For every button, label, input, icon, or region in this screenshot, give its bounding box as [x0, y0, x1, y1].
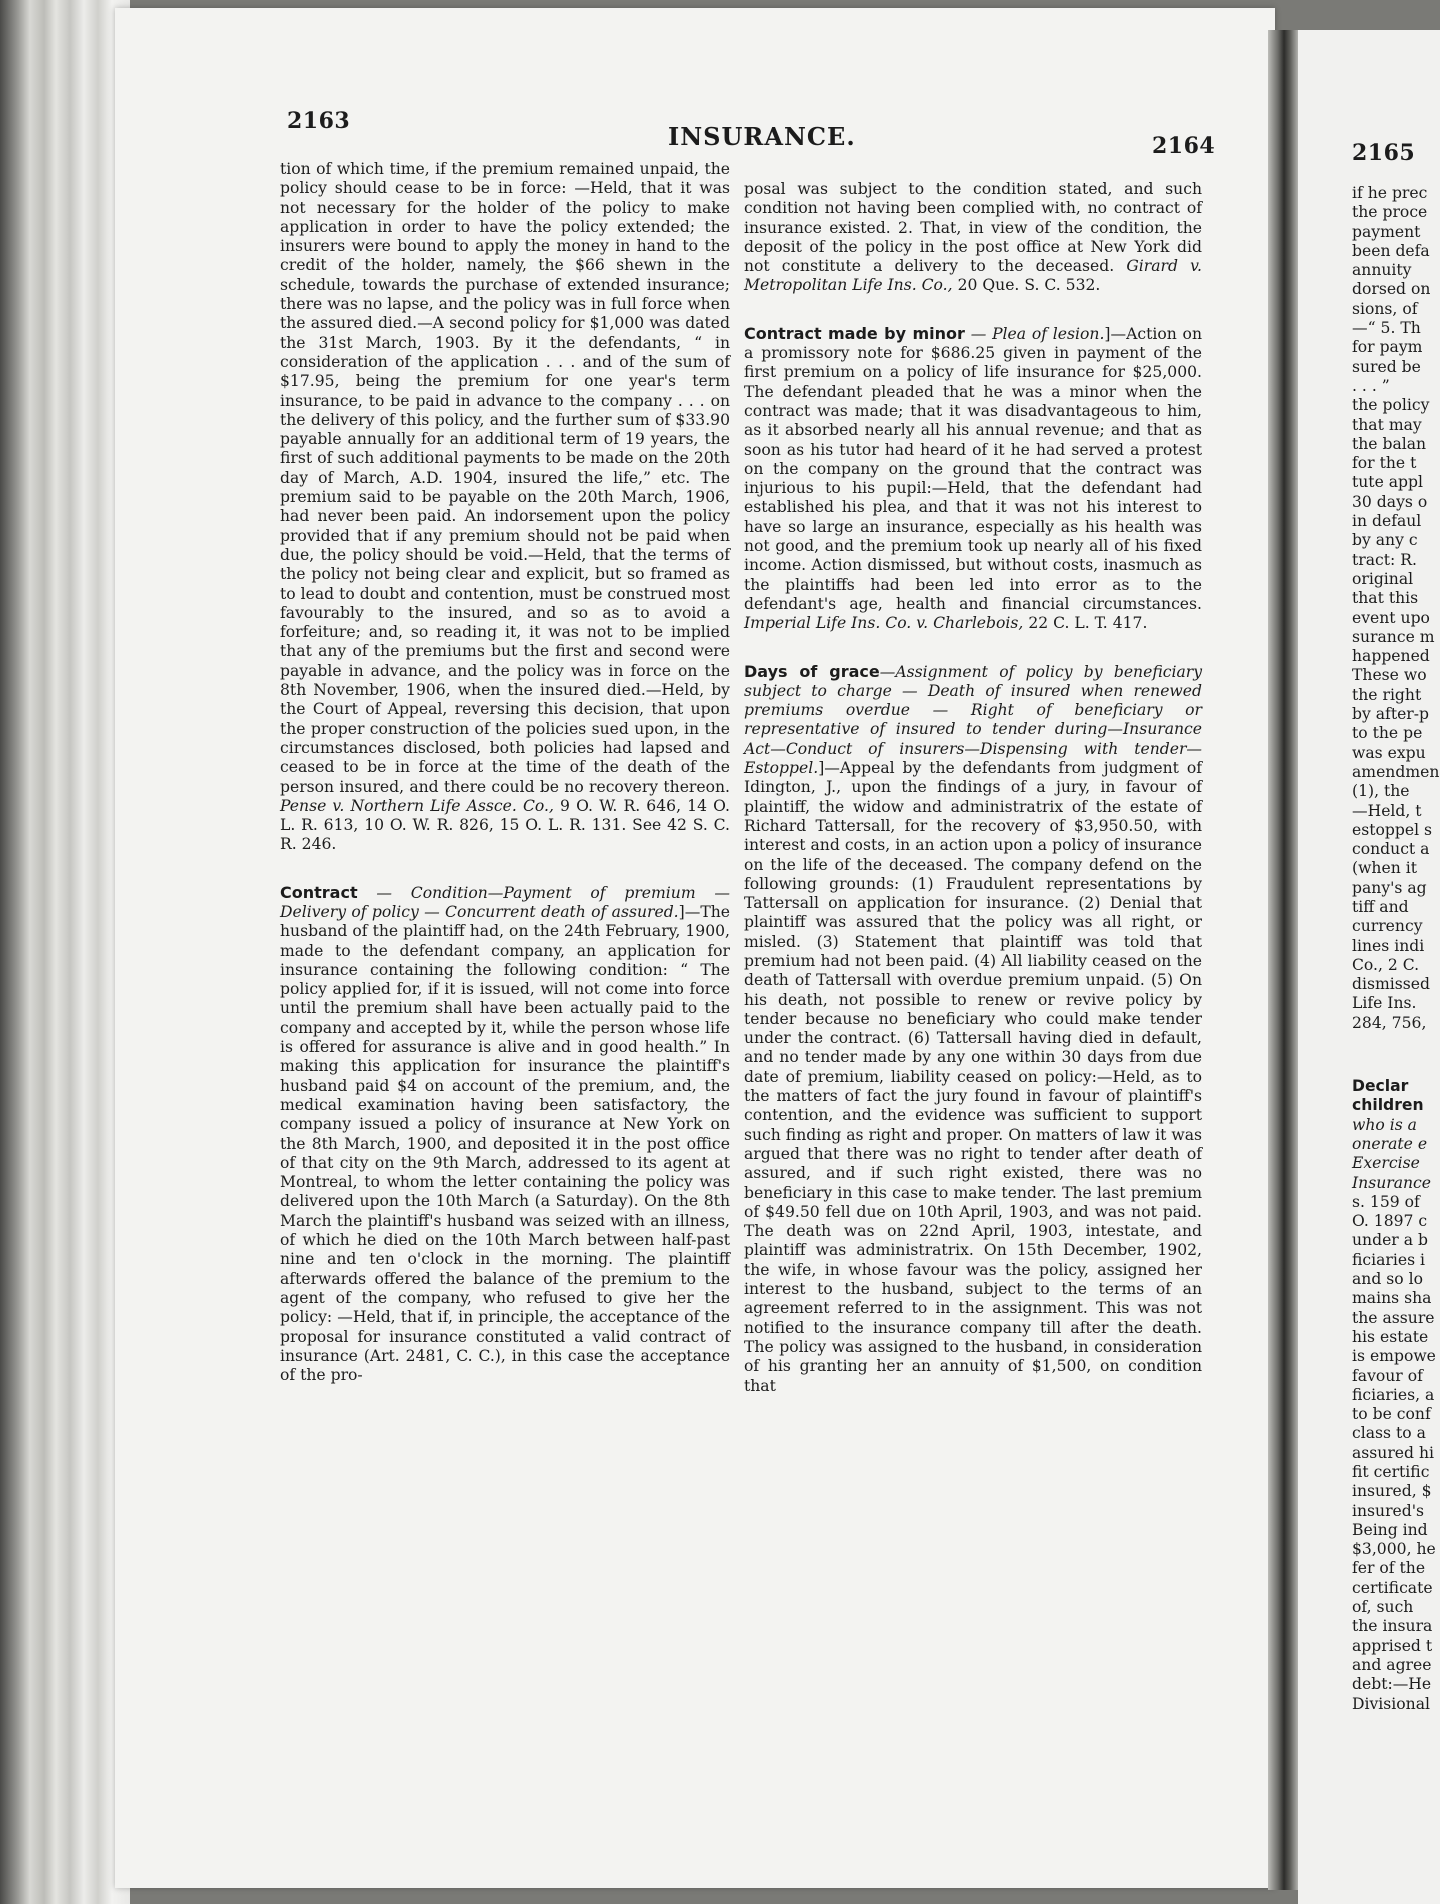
next-page-line: $3,000, he — [1352, 1540, 1436, 1559]
column-next-page — [1352, 184, 1440, 1714]
paragraph-girard — [744, 180, 1202, 296]
paragraph-contract — [280, 883, 730, 1386]
next-page-line: Co., 2 C. — [1352, 955, 1420, 974]
book-page-edges — [0, 0, 130, 1904]
next-page-line: that this — [1352, 589, 1419, 608]
next-page-line: payment — [1352, 222, 1421, 241]
next-page-line: is empowe — [1352, 1347, 1436, 1366]
next-page-line: that may — [1352, 415, 1422, 434]
next-page-line: for the t — [1352, 454, 1417, 473]
right-page-number: 2164 — [1152, 133, 1216, 159]
next-page-line: fer of the — [1352, 1559, 1426, 1578]
next-page-line: 284, 756, — [1352, 1013, 1427, 1032]
entry-heading: Days of grace — [744, 661, 880, 681]
paragraph-text: ]—Action on a promissory note for $686.25 given in payment of the first premium on a policy of life insurance for $25,000. The defendant pleaded that he was a minor when the contract was made; that it was disadvantageous to him, as it absorbed nearly all his annual revenue; and that as soon as his tutor had heard of it he had served a protest on the company on the ground that the contract was injurious to his pupil:—Held, that the defendant had established his plea, and that it was not his interest to have so large an insurance, especially as his health was not good, and the premium took up nearly all of his fixed income. Action dismissed, but without costs, inasmuch as the plaintiffs had been led into error as to the defendant's age, health and financial circumstances. — [744, 324, 1202, 613]
column-right — [744, 180, 1202, 1424]
next-page-line: favour of — [1352, 1366, 1423, 1385]
next-page-line: the balan — [1352, 434, 1427, 453]
next-page-line: —“ 5. Th — [1352, 319, 1421, 338]
next-page-line: insured's — [1352, 1501, 1425, 1520]
next-page-line: and agree — [1352, 1655, 1432, 1674]
paragraph-pense — [280, 160, 730, 855]
next-page-line: 30 days o — [1352, 492, 1428, 511]
next-page-line: surance m — [1352, 627, 1435, 646]
next-page-line: dismissed — [1352, 975, 1430, 994]
next-page-line: of, such — [1352, 1598, 1414, 1617]
next-page-line: was expu — [1352, 743, 1426, 762]
next-page-line: s. 159 of — [1352, 1192, 1420, 1211]
left-page-number: 2163 — [287, 108, 351, 134]
next-page-line: to the pe — [1352, 724, 1423, 743]
next-page-line: conduct a — [1352, 840, 1430, 859]
next-page-line: event upo — [1352, 608, 1430, 627]
next-page-line: tract: R. — [1352, 550, 1417, 569]
next-page-line: the assure — [1352, 1308, 1435, 1327]
next-page-line: onerate e — [1352, 1134, 1428, 1153]
next-page-line: who is a — [1352, 1115, 1417, 1134]
next-page-line: Declar — [1352, 1077, 1409, 1096]
case-citation: Pense v. Northern Life Assce. Co., — [280, 796, 554, 815]
next-page-line: original — [1352, 569, 1414, 588]
next-page-line: Exercise — [1352, 1154, 1420, 1173]
next-page-line: . . . ” — [1352, 376, 1390, 395]
paragraph-text: tion of which time, if the premium remained unpaid, the policy should cease to be in force: —Held, that it was not necessary for the holder of the policy to make application in order to have the policy extended; the insurers were bound to apply the money in hand to the credit of the holder, namely, the $66 shewn in the schedule, towards the purchase of extended insurance; there was no lapse, and the policy was in full force when the assured died.—A second policy for $1,000 was dated the 31st March, 1903. By it the defendants, “ in consideration of the application . . . and of the sum of $17.95, being the premium for one year's term insurance, to be paid in advance to the company . . . on the delivery of this policy, and the further sum of $33.90 payable annually for an additional term of 19 years, the first of such additional payments to be made on the 20th day of March, A.D. 1904, insured the life,” etc. The premium said to be payable on the 20th March, 1906, had never been paid. An indorsement upon the policy provided that if any premium should not be paid when due, the policy should be void.—Held, that the terms of the policy not being clear and explicit, but so framed as to lead to doubt and contention, must be construed most favourably to the insured, and so as to avoid a forfeiture; and, so reading it, it was not to be implied that any of the premiums but the first and second were payable in advance, and the policy was in force on the 8th November, 1906, when the insured died.—Held, by the Court of Appeal, reversing this decision, that upon the proper construction of the policies sued upon, in the circumstances disclosed, both policies had lapsed and ceased to be in force at the time of the death of the person insured, and there could be no recovery thereon. — [280, 160, 730, 796]
next-page-line: in defaul — [1352, 512, 1422, 531]
next-page-line: lines indi — [1352, 936, 1425, 955]
column-left — [280, 160, 730, 1413]
next-page-line: to be conf — [1352, 1405, 1431, 1424]
next-page-line: happened — [1352, 647, 1430, 666]
next-page-line: class to a — [1352, 1424, 1426, 1443]
next-page-line: fit certific — [1352, 1463, 1430, 1481]
next-page-line: Insurance — [1352, 1173, 1432, 1192]
next-page-line: insured, $ — [1352, 1482, 1432, 1501]
next-page-number: 2165 — [1352, 140, 1416, 166]
citation-reference: 9 O. W. R. 646, 14 O. L. R. 613, 10 O. W. R. 826, 15 O. L. R. 131. See 42 S. C. R. 246. — [280, 796, 730, 854]
paragraph-text: posal was subject to the condition stated, and such condition not having been complied with, no contract of insurance existed. 2. That, in view of the condition, the deposit of the policy in the post office at New York did not constitute a delivery to the deceased. — [744, 180, 1202, 276]
paragraph-text: ]—Appeal by the defendants from judgment of Idington, J., upon the findings of a jury, in favour of plaintiff, the widow and administratrix of the estate of Richard Tattersall, for the recovery of $3,950.50, with interest and costs, in an action upon a policy of insurance on the life of the deceased. The company defend on the following grounds: (1) Fraudulent representations by Tattersall on application for insurance. (2) Denial that plaintiff was assured that the policy was all right, or misled. (3) Statement that plaintiff was told that premium had not been paid. (4) All liability ceased on the death of Tattersall with overdue premium unpaid. (5) On his death, not possible to renew or revive policy by tender because no beneficiary who could make tender under the contract. (6) Tattersall having died in default, and no tender made by any one within 30 days from due date of premium, liability ceased on policy:—Held, as to the matters of fact the jury found in favour of plaintiff's contention, and the evidence was sufficient to support such finding as right and proper. On matters of law it was argued that there was no right to tender after death of assured, and if such right existed, there was no beneficiary in this case to make tender. The last premium of $49.50 fell due on 10th April, 1903, and was not paid. The death was on 22nd April, 1903, intestate, and plaintiff was administratrix. On 15th December, 1902, the wife, in whose favour was the policy, assigned her interest to the husband, subject to the terms of an agreement referred to in the assignment. This was not notified to the insurance company till after the death. The policy was assigned to the husband, in consideration of his granting her an annuity of $1,500, on condition that — [744, 759, 1202, 1395]
next-page-line: by any c — [1352, 531, 1418, 550]
entry-subject: — Condition—Payment of premium — Delivery of policy — Concurrent death of assured. — [280, 883, 730, 921]
entry-subject: — Plea of lesion. — [970, 324, 1105, 343]
next-page-line: debt:—He — [1352, 1675, 1432, 1694]
next-page-line: O. 1897 c — [1352, 1212, 1428, 1231]
next-page-line: estoppel s — [1352, 820, 1433, 839]
next-page-line: —Held, t — [1352, 801, 1422, 820]
next-page-line: ficiaries i — [1352, 1250, 1426, 1269]
next-page-line: certificate — [1352, 1578, 1433, 1597]
next-page-line: (1), the — [1352, 782, 1410, 801]
paragraph-days-of-grace — [744, 662, 1202, 1396]
next-page-line: These wo — [1352, 666, 1427, 685]
next-page-line: sions, of — [1352, 299, 1418, 318]
next-page-line: tute appl — [1352, 473, 1424, 492]
next-page-line: (when it — [1352, 859, 1417, 878]
next-page-line: his estate — [1352, 1327, 1429, 1346]
next-page-line: the right — [1352, 685, 1422, 704]
next-page-line: by after-p — [1352, 705, 1430, 724]
next-page-line: mains sha — [1352, 1289, 1432, 1308]
next-page-line: been defa — [1352, 241, 1430, 260]
next-page-line: if he prec — [1352, 184, 1428, 202]
entry-heading: Contract — [280, 882, 358, 902]
next-page-line: Life Ins. — [1352, 994, 1417, 1013]
block-gap — [1352, 1033, 1440, 1077]
entry-heading: Contract made by minor — [744, 323, 965, 343]
next-page-line: apprised t — [1352, 1636, 1433, 1655]
next-page-line: the policy — [1352, 396, 1430, 415]
paragraph-text: ]—The husband of the plaintiff had, on the 24th February, 1900, made to the defendant company, an application for insurance containing the following condition: “ The policy applied for, if it is issued, will not come into force until the premium shall have been actually paid to the company and accepted by it, while the person whose life is offered for assurance is alive and in good health.” In making this application for insurance the plaintiff's husband paid $4 on account of the premium, and, the medical examination having been satisfactory, the company issued a policy of insurance at New York on the 8th March, 1900, and deposited it in the post office of that city on the 9th March, addressed to its agent at Montreal, to whom the letter containing the policy was delivered upon the 10th March (a Saturday). On the 8th March the plaintiff's husband was seized with an illness, of which he died on the 10th March between half-past nine and ten o'clock in the morning. The plaintiff afterwards offered the balance of the premium to the agent of the company, who refused to give her the policy: —Held, that if, in principle, the acceptance of the proposal for insurance constituted a valid contract of insurance (Art. 2481, C. C.), in this case the acceptance of the pro- — [280, 902, 730, 1385]
next-page-line: Being ind — [1352, 1520, 1428, 1539]
next-page-line: sured be — [1352, 357, 1421, 376]
next-page-line: currency — [1352, 917, 1423, 936]
next-page-line: under a b — [1352, 1231, 1428, 1250]
running-head: INSURANCE. — [668, 122, 856, 151]
paragraph-minor — [744, 324, 1202, 634]
case-citation: Imperial Life Ins. Co. v. Charlebois, — [744, 614, 1024, 633]
next-page-line: annuity — [1352, 261, 1412, 280]
next-page-line: Divisional — [1352, 1694, 1430, 1713]
next-page-line: tiff and — [1352, 897, 1409, 916]
next-page-line: children — [1352, 1096, 1424, 1115]
next-page-line: amendmen — [1352, 762, 1440, 781]
citation-reference: 22 C. L. T. 417. — [1028, 614, 1148, 633]
next-page-line: assured hi — [1352, 1443, 1434, 1462]
next-page-block-b — [1352, 1077, 1440, 1714]
case-citation: Girard v. Metropolitan Life Ins. Co., — [744, 257, 1203, 295]
book-gutter — [1268, 30, 1298, 1890]
entry-subject: —Assignment of policy by beneficiary subject to charge — Death of insured when renewed premiums overdue — Right of beneficiary or representative of insured to tender during—Insurance Act—Conduct of insurers—Dispensing with tender—Estoppel. — [744, 662, 1203, 778]
next-page-line: the insura — [1352, 1617, 1433, 1636]
next-page-line: the proce — [1352, 203, 1428, 222]
citation-reference: 20 Que. S. C. 532. — [957, 276, 1101, 295]
next-page-block-a — [1352, 184, 1440, 1033]
next-page-line: dorsed on — [1352, 280, 1431, 299]
next-page-line: ficiaries, a — [1352, 1385, 1435, 1404]
next-page-line: for paym — [1352, 338, 1423, 357]
next-page-line: pany's ag — [1352, 878, 1427, 897]
next-page-line: and so lo — [1352, 1270, 1424, 1289]
